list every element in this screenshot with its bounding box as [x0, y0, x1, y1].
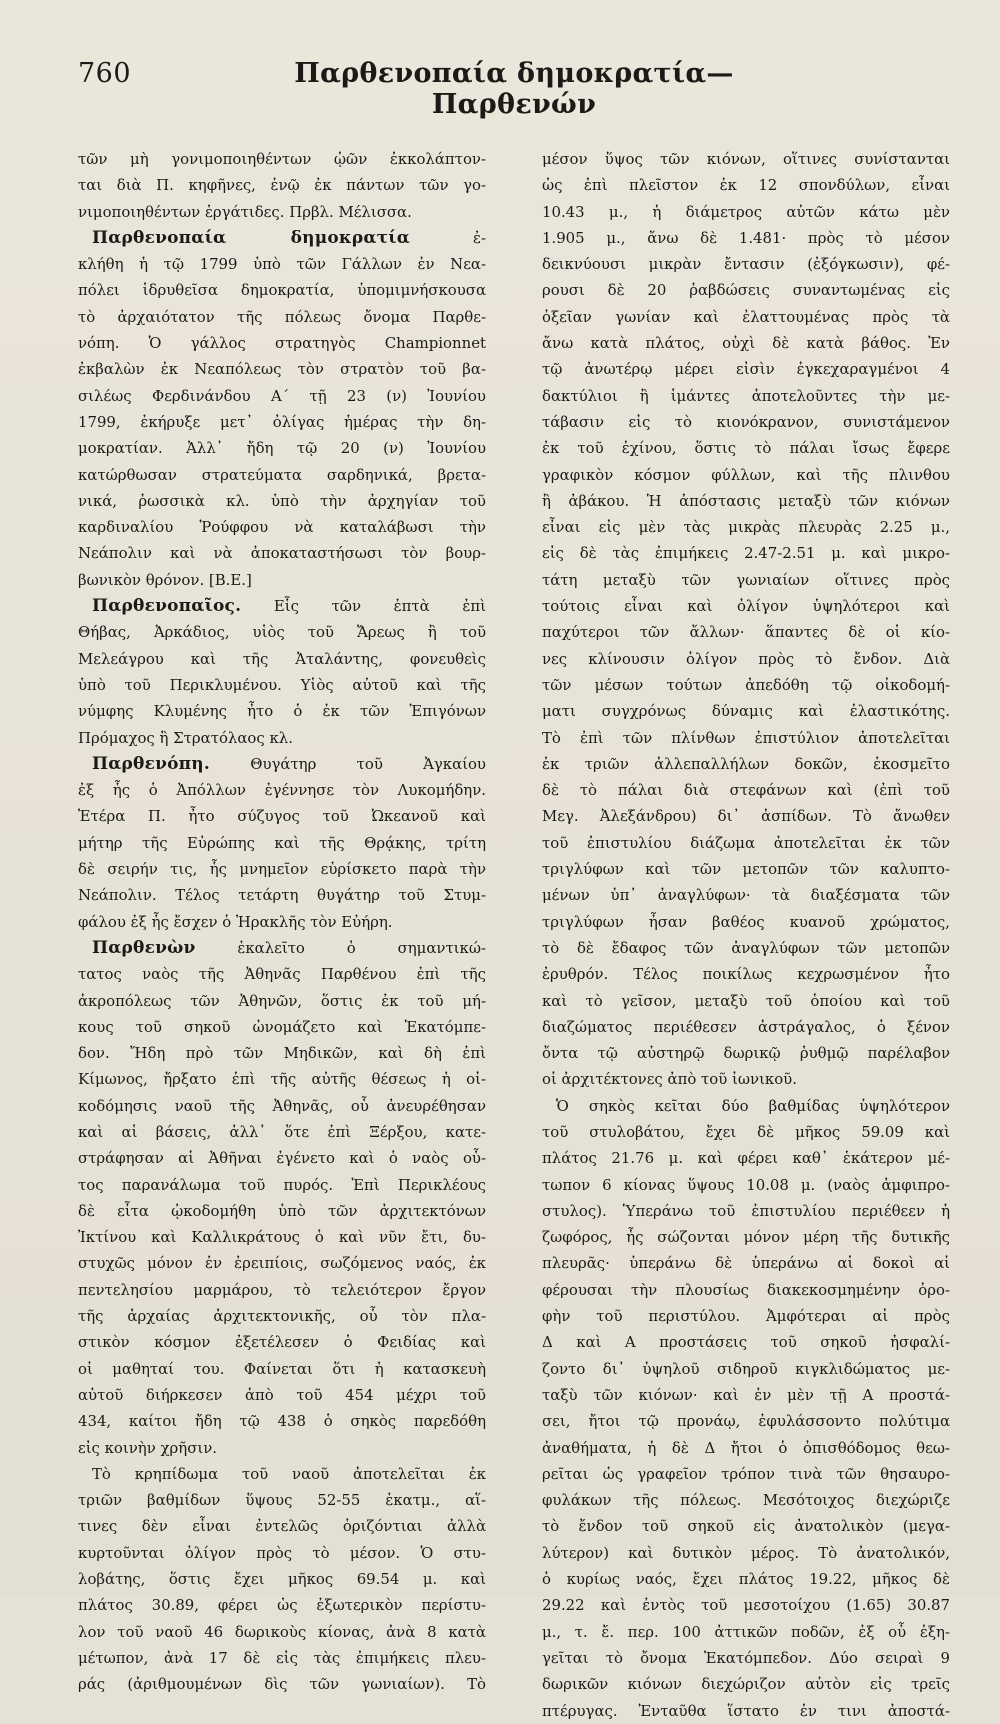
text-line — [542, 462, 950, 488]
text-line — [78, 567, 486, 593]
line-text: ἀναθήματα, ἡ δὲ Δ ἤτοι ὁ ὀπισθόδομος θεω- — [542, 1438, 950, 1457]
text-line — [542, 1487, 950, 1513]
text-line — [78, 725, 486, 751]
line-text: δον. Ἤδη πρὸ τῶν Μηδικῶν, καὶ δὴ ἐπὶ — [78, 1044, 486, 1063]
line-text: γεῖται τὸ ὄνομα Ἑκατόμπεδον. Δύο σειραὶ 9 — [542, 1648, 950, 1667]
line-text: μέσον ὕψος τῶν κιόνων, οἵτινες συνίστανται — [542, 150, 950, 168]
text-line — [542, 1250, 950, 1276]
line-text: νιμοποιηθέντων ἐργάτιδες. Πρβλ. Μέλισσα. — [78, 202, 412, 221]
line-text: στικὸν κόσμον ἐξετέλεσεν ὁ Φειδίας καὶ — [78, 1333, 486, 1352]
entry-headword: Παρθενόπη. — [92, 753, 210, 774]
text-line — [78, 172, 486, 198]
line-text: Μελεάγρου καὶ τῆς Ἀταλάντης, φονευθεὶς — [78, 649, 486, 668]
line-text: τῶν μὴ γονιμοποιηθέντων ᾠῶν ἐκκολάπτον- — [78, 150, 486, 168]
line-text: ράς (ἀριθμουμένων δὶς τῶν γωνιαίων). Τὸ — [78, 1675, 486, 1694]
line-text: τριγλύφων ἦσαν βαθέος κυανοῦ χρώματος, — [542, 912, 950, 931]
text-line — [78, 1303, 486, 1329]
line-text: φάλου ἐξ ἧς ἔσχεν ὁ Ἡρακλῆς τὸν Εὐήρη. — [78, 912, 393, 931]
text-line — [542, 304, 950, 330]
entry-heading-line — [78, 225, 486, 251]
line-text: οἱ ἀρχιτέκτονες ἀπὸ τοῦ ἰωνικοῦ. — [542, 1070, 797, 1089]
line-text: Εἷς τῶν ἑπτὰ ἐπὶ — [241, 597, 486, 616]
line-text: στυλος). Ὑπεράνω τοῦ ἐπιστυλίου περιέθεεν ἡ — [542, 1201, 950, 1220]
text-line — [78, 1119, 486, 1145]
line-text: Θήβας, Ἀρκάδιος, υἱὸς τοῦ Ἄρεως ἢ τοῦ — [78, 623, 486, 642]
line-text: ρεῖται ὡς γραφεῖον τρόπον τινὰ τῶν θησαυρο- — [542, 1464, 950, 1483]
line-text: ὡς ἐπὶ πλεῖστον ἐκ 12 σπονδύλων, εἶναι — [542, 176, 950, 195]
text-line — [78, 409, 486, 435]
line-text: μοκρατίαν. Ἀλλ᾽ ἤδη τῷ 20 (ν) Ἰουνίου — [78, 439, 486, 458]
text-line — [78, 1592, 486, 1618]
text-line — [78, 1093, 486, 1119]
line-text: Ἰκτίνου καὶ Καλλικράτους ὁ καὶ νῦν ἔτι, δυ- — [78, 1228, 486, 1247]
text-line — [542, 225, 950, 251]
text-line — [78, 803, 486, 829]
text-line — [78, 1513, 486, 1539]
text-line — [542, 1093, 950, 1119]
text-line — [542, 488, 950, 514]
text-line — [542, 1172, 950, 1198]
line-text: Ἑτέρα Π. ἦτο σύζυγος τοῦ Ὠκεανοῦ καὶ — [78, 807, 486, 826]
text-line — [78, 383, 486, 409]
line-text: μέτωπον, ἀνὰ 17 δὲ εἰς τὰς ἐπιμήκεις πλευ- — [78, 1648, 486, 1667]
left-column — [78, 146, 486, 1694]
text-line — [542, 1408, 950, 1434]
line-text: λύτερον) καὶ δυτικὸν μέρος. Τὸ ἀνατολικόν, — [542, 1543, 950, 1562]
line-text: τοῦ στυλοβάτου, ἔχει δὲ μῆκος 59.09 καὶ — [542, 1122, 950, 1141]
line-text: στράφησαν αἱ Ἀθῆναι ἐγένετο καὶ ὁ ναὸς οὗ- — [78, 1149, 486, 1168]
text-line — [542, 725, 950, 751]
text-line — [542, 1671, 950, 1697]
line-text: πλάτος 21.76 μ. καὶ φέρει καθ᾽ ἑκάτερον μέ- — [542, 1149, 950, 1168]
text-line — [542, 751, 950, 777]
line-text: ἐκ τριῶν ἀλλεπαλλήλων δοκῶν, ἐκοσμεῖτο — [542, 754, 950, 773]
line-text: τριγλύφων καὶ τῶν μετοπῶν τῶν καλυπτο- — [542, 860, 950, 879]
text-line — [78, 1619, 486, 1645]
text-line — [542, 988, 950, 1014]
line-text: νύμφης Κλυμένης ἦτο ὁ ἐκ τῶν Ἐπιγόνων — [78, 702, 486, 721]
text-line — [542, 672, 950, 698]
text-line — [542, 356, 950, 382]
line-text: λον τοῦ ναοῦ 46 δωρικοὺς κίονας, ἀνὰ 8 κατὰ — [78, 1622, 486, 1641]
text-line — [78, 1224, 486, 1250]
entry-headword: Παρθενοπαῖος. — [92, 596, 242, 617]
text-line — [78, 540, 486, 566]
line-text: ματι συγχρόνως δύναμις καὶ ἐλαστικότης. — [542, 702, 950, 721]
text-line — [542, 1435, 950, 1461]
line-text: πτέρυγας. Ἐνταῦθα ἵστατο ἐν τινι ἀποστά- — [542, 1701, 950, 1720]
page-number: 760 — [78, 58, 132, 89]
line-text: τάβασιν εἰς τὸ κιονόκρανον, συνιστάμενον — [542, 412, 950, 431]
line-text: τῷ ἀνωτέρῳ μέρει εἰσὶν ἐγκεχαραγμένοι 4 — [542, 360, 950, 379]
line-text: Τὸ κρηπίδωμα τοῦ ναοῦ ἀποτελεῖται ἐκ — [92, 1464, 486, 1483]
text-line — [78, 672, 486, 698]
line-text: εἶναι εἰς μὲν τὰς μικρὰς πλευρὰς 2.25 μ., — [542, 518, 950, 537]
text-line — [542, 1619, 950, 1645]
text-line — [78, 777, 486, 803]
line-text: ἐ- — [410, 228, 486, 247]
text-line — [78, 1066, 486, 1092]
text-line — [78, 1198, 486, 1224]
line-text: τατος ναὸς τῆς Ἀθηνᾶς Παρθένου ἐπὶ τῆς — [78, 965, 486, 984]
text-line — [78, 488, 486, 514]
line-text: μ., τ. ἔ. περ. 100 ἀττικῶν ποδῶν, ἐξ οὗ ἐξη- — [542, 1622, 950, 1641]
text-line — [78, 1172, 486, 1198]
text-columns — [78, 146, 950, 1720]
line-text: πλευρᾶς· ὑπεράνω δὲ ὑπεράνω αἱ δοκοὶ αἱ — [542, 1254, 950, 1273]
line-text: 29.22 καὶ ἐντὸς τοῦ μεσοτοίχου (1.65) 30.87 — [542, 1596, 950, 1615]
line-text: ζοντο δι᾽ ὑψηλοῦ σιδηροῦ κιγκλιδώματος με- — [542, 1359, 950, 1378]
text-line — [78, 1408, 486, 1434]
text-line — [78, 1250, 486, 1276]
text-line — [542, 1277, 950, 1303]
text-line — [542, 199, 950, 225]
line-text: Ὁ σηκὸς κεῖται δύο βαθμίδας ὑψηλότερον — [556, 1096, 950, 1115]
line-text: ἐκαλεῖτο ὁ σημαντικώ- — [195, 938, 486, 957]
text-line — [542, 1145, 950, 1171]
line-text: τὸ ἀρχαιότατον τῆς πόλεως ὄνομα Παρθε- — [78, 307, 486, 326]
line-text: μήτηρ τῆς Εὐρώπης καὶ τῆς Θρᾴκης, τρίτη — [78, 833, 486, 852]
text-line — [78, 909, 486, 935]
line-text: ἢ ἀβάκου. Ἡ ἀπόστασις μεταξὺ τῶν κιόνων — [542, 491, 950, 510]
text-line — [78, 251, 486, 277]
text-line — [542, 961, 950, 987]
line-text: κοδόμησις ναοῦ τῆς Ἀθηνᾶς, οὗ ἀνευρέθησαν — [78, 1096, 486, 1115]
text-line — [78, 1487, 486, 1513]
entry-headword: Παρθενὼν — [92, 937, 196, 958]
line-text: διαζώματος περιέθεσεν ἀστράγαλος, ὁ ξένον — [542, 1017, 950, 1036]
text-line — [78, 1014, 486, 1040]
line-text: κυρτοῦνται ὀλίγον πρὸς τὸ μέσον. Ὁ στυ- — [78, 1543, 486, 1562]
line-text: νικά, ῥωσσικὰ κλ. ὑπὸ τὴν ἀρχηγίαν τοῦ — [78, 491, 486, 510]
text-line — [78, 199, 486, 225]
text-line — [542, 540, 950, 566]
line-text: αὐτοῦ διήρκεσεν ἀπὸ τοῦ 454 μέχρι τοῦ — [78, 1385, 486, 1404]
line-text: δεικνύουσι μικρὰν ἔντασιν (ἐξόγκωσιν), φέ- — [542, 255, 950, 274]
line-text: ὑπὸ τοῦ Περικλυμένου. Υἱὸς αὐτοῦ καὶ τῆς — [78, 675, 486, 694]
text-line — [542, 593, 950, 619]
text-line — [542, 1040, 950, 1066]
text-line — [78, 1671, 486, 1697]
line-text: φέρουσαι τὴν πλουσίως διακεκοσμημένην ὀρο- — [542, 1280, 950, 1299]
line-text: ταξὺ τῶν κιόνων· καὶ ἐν μὲν τῇ Α προστά- — [542, 1385, 950, 1404]
running-head: Παρθενοπαία δημοκρατία—Παρθενών — [294, 58, 734, 120]
line-text: βωνικὸν θρόνον. [Β.Ε.] — [78, 570, 252, 589]
text-line — [542, 1119, 950, 1145]
text-line — [542, 251, 950, 277]
text-line — [78, 1356, 486, 1382]
text-line — [542, 567, 950, 593]
text-line — [78, 698, 486, 724]
line-text: καὶ τὸ γεῖσον, μεταξὺ τοῦ ὁποίου καὶ τοῦ — [542, 991, 950, 1010]
line-text: πόλει ἱδρυθεῖσα δημοκρατία, ὑπομιμνήσκουσα — [78, 281, 486, 300]
text-line — [542, 909, 950, 935]
text-line — [78, 1435, 486, 1461]
text-line — [542, 619, 950, 645]
page-header — [78, 58, 950, 120]
line-text: τοῦ ἐπιστυλίου διάζωμα ἀποτελεῖται ἐκ τῶν — [542, 833, 950, 852]
line-text: ὀξεῖαν γωνίαν καὶ ἐλαττουμένας πρὸς τὰ — [542, 307, 950, 326]
line-text: τάτη μεταξὺ τῶν γωνιαίων οἵτινες πρὸς — [542, 570, 950, 589]
line-text: φυλάκων τῆς πόλεως. Μεσότοιχος διεχώριζε — [542, 1491, 950, 1510]
line-text: δωρικῶν κιόνων διεχώριζον αὐτὸν εἰς τρεῖς — [542, 1675, 950, 1694]
text-line — [78, 1461, 486, 1487]
line-text: πλάτος 30.89, φέρει ὡς ἐξωτερικὸν περίστυ- — [78, 1596, 486, 1615]
line-text: ὄντα τῷ αὐστηρῷ δωρικῷ ῥυθμῷ παρέλαβον — [542, 1044, 950, 1063]
line-text: τωπον 6 κίονας ὕψους 10.08 μ. (ναὸς ἀμφιπρο- — [542, 1175, 950, 1194]
text-line — [78, 1382, 486, 1408]
text-line — [78, 330, 486, 356]
line-text: εἰς δὲ τὰς ἐπιμήκεις 2.47-2.51 μ. καὶ μικρο- — [542, 544, 950, 563]
text-line — [78, 356, 486, 382]
text-line — [78, 830, 486, 856]
line-text: σιλέως Φερδινάνδου Α΄ τῇ 23 (ν) Ἰουνίου — [78, 386, 486, 405]
line-text: Κίμωνος, ἤρξατο ἐπὶ τῆς αὐτῆς θέσεως ἡ οἰ- — [78, 1070, 486, 1089]
line-text: εἰς κοινὴν χρῆσιν. — [78, 1438, 217, 1457]
line-text: Νεάπολιν. Τέλος τετάρτη θυγάτηρ τοῦ Στυμ- — [78, 886, 486, 905]
text-line — [542, 277, 950, 303]
line-text: τούτοις εἶναι καὶ ὀλίγον ὑψηλότεροι καὶ — [542, 597, 950, 616]
text-line — [542, 935, 950, 961]
text-line — [542, 803, 950, 829]
text-line — [542, 1592, 950, 1618]
text-line — [78, 1277, 486, 1303]
text-line — [78, 1329, 486, 1355]
text-line — [78, 882, 486, 908]
line-text: Δ καὶ Α προστάσεις τοῦ σηκοῦ ἠσφαλί- — [542, 1333, 950, 1352]
text-line — [78, 1540, 486, 1566]
line-text: 434, καίτοι ἤδη τῷ 438 ὁ σηκὸς παρεδόθη — [78, 1412, 486, 1431]
text-line — [78, 146, 486, 172]
line-text: ται διὰ Π. κηφῆνες, ἐνῷ ἐκ πάντων τῶν γο- — [78, 176, 486, 195]
text-line — [78, 1645, 486, 1671]
line-text: τριῶν βαθμίδων ὕψους 52-55 ἑκατμ., αἵ- — [78, 1491, 486, 1510]
text-line — [542, 1382, 950, 1408]
text-line — [542, 1566, 950, 1592]
text-line — [78, 1566, 486, 1592]
line-text: Θυγάτηρ τοῦ Ἀγκαίου — [209, 754, 486, 773]
line-text: ἀκροπόλεως τῶν Ἀθηνῶν, ὅστις ἐκ τοῦ μή- — [78, 991, 486, 1010]
text-line — [542, 1198, 950, 1224]
line-text: στυχῶς μόνον ἐν ἐρειπίοις, σωζόμενος ναός, ἐκ — [78, 1254, 486, 1273]
line-text: οἱ μαθηταί του. Φαίνεται ὅτι ἡ κατασκευὴ — [78, 1359, 486, 1378]
text-line — [542, 1645, 950, 1671]
line-text: τὸ δὲ ἔδαφος τῶν ἀναγλύφων τῶν μετοπῶν — [542, 938, 950, 957]
text-line — [78, 988, 486, 1014]
line-text: ἄνω κατὰ πλάτος, οὐχὶ δὲ κατὰ βάθος. Ἐν — [542, 334, 950, 353]
line-text: Νεάπολιν καὶ νὰ ἀποκαταστήσωσι τὸν βουρ- — [78, 544, 486, 563]
line-text: 10.43 μ., ἡ διάμετρος αὐτῶν κάτω μὲν — [542, 202, 950, 221]
text-line — [542, 830, 950, 856]
line-text: πεντελησίου μαρμάρου, τὸ τελειότερον ἔργον — [78, 1280, 486, 1299]
line-text: ἐκβαλὼν ἐκ Νεαπόλεως τὸν στρατὸν τοῦ βα- — [78, 360, 486, 379]
line-text: δακτύλιοι ἢ ἱμάντες ἀποτελοῦντες τὴν με- — [542, 386, 950, 405]
line-text: ὁ κυρίως ναός, ἔχει πλάτος 19.22, μῆκος δὲ — [542, 1570, 950, 1589]
line-text: κους τοῦ σηκοῦ ὠνομάζετο καὶ Ἑκατόμπε- — [78, 1017, 486, 1036]
text-line — [78, 619, 486, 645]
text-line — [78, 646, 486, 672]
text-line — [542, 1461, 950, 1487]
line-text: δὲ εἶτα ᾠκοδομήθη ὑπὸ τῶν ἀρχιτεκτόνων — [78, 1201, 486, 1220]
text-line — [542, 514, 950, 540]
text-line — [78, 277, 486, 303]
text-line — [78, 514, 486, 540]
line-text: Τὸ ἐπὶ τῶν πλίνθων ἐπιστύλιον ἀποτελεῖται — [542, 728, 950, 747]
line-text: ἐρυθρόν. Τέλος ποικίλως κεχρωσμένον ἦτο — [542, 965, 950, 984]
text-line — [542, 1329, 950, 1355]
text-line — [78, 462, 486, 488]
line-text: τῆς ἀρχαίας ἀρχιτεκτονικῆς, οὗ τὸν πλα- — [78, 1307, 486, 1326]
line-text: ρουσι δὲ 20 ῥαβδώσεις συναντωμένας εἰς — [542, 281, 950, 300]
line-text: καρδιναλίου Ῥούφφου νὰ καταλάβωσι τὴν — [78, 518, 486, 537]
line-text: νες κλίνουσιν ὀλίγον πρὸς τὸ ἔνδον. Διὰ — [542, 649, 950, 668]
text-line — [542, 1303, 950, 1329]
line-text: δὲ τὸ πάλαι διὰ στεφάνων καὶ (ἐπὶ τοῦ — [542, 781, 950, 800]
text-line — [542, 698, 950, 724]
text-line — [78, 856, 486, 882]
text-line — [542, 1698, 950, 1724]
line-text: καὶ αἱ βάσεις, ἀλλ᾽ ὅτε ἐπὶ Ξέρξου, κατε- — [78, 1122, 486, 1141]
line-text: ἐξ ἧς ὁ Ἀπόλλων ἐγέννησε τὸν Λυκομήδην. — [78, 781, 486, 800]
text-line — [542, 1014, 950, 1040]
entry-heading-line — [78, 593, 486, 619]
line-text: 1.905 μ., ἄνω δὲ 1.481· πρὸς τὸ μέσον — [542, 228, 950, 247]
text-line — [542, 1540, 950, 1566]
text-line — [542, 856, 950, 882]
line-text: τος παρανάλωμα τοῦ πυρός. Ἐπὶ Περικλέους — [78, 1175, 486, 1194]
line-text: λοβάτης, ὅστις ἔχει μῆκος 69.54 μ. καὶ — [78, 1570, 486, 1589]
text-line — [542, 330, 950, 356]
text-line — [78, 961, 486, 987]
text-line — [78, 1145, 486, 1171]
line-text: ἐκ τοῦ ἐχίνου, ὅστις τὸ πάλαι ἴσως ἔφερε — [542, 439, 950, 458]
line-text: Μεγ. Ἀλεξάνδρου) δι᾽ ἀσπίδων. Τὸ ἄνωθεν — [542, 807, 950, 826]
text-line — [542, 172, 950, 198]
text-line — [78, 435, 486, 461]
line-text: σει, ἤτοι τῷ προνάῳ, ἐφυλάσσοντο πολύτιμα — [542, 1412, 950, 1431]
right-column — [542, 146, 950, 1720]
text-line — [542, 409, 950, 435]
line-text: Πρόμαχος ἢ Στρατόλαος κλ. — [78, 728, 293, 747]
line-text: τῶν μέσων τούτων ἀπεδόθη τῷ οἰκοδομή- — [542, 675, 950, 694]
text-line — [542, 383, 950, 409]
text-line — [542, 646, 950, 672]
line-text: νόπη. Ὁ γάλλος στρατηγὸς Championnet — [78, 334, 486, 353]
line-text: γραφικὸν κόσμον φύλλων, καὶ τῆς πλινθου — [542, 465, 950, 484]
line-text: κλήθη ἡ τῷ 1799 ὑπὸ τῶν Γάλλων ἐν Νεα- — [78, 255, 486, 274]
line-text: τὸ ἔνδον τοῦ σηκοῦ εἰς ἀνατολικὸν (μεγα- — [542, 1517, 950, 1536]
text-line — [542, 1224, 950, 1250]
line-text: ζωφόρος, ἧς σώζονται μόνον μέρη τῆς δυτικῆς — [542, 1228, 950, 1247]
text-line — [542, 1356, 950, 1382]
text-line — [542, 882, 950, 908]
text-line — [542, 146, 950, 172]
entry-heading-line — [78, 751, 486, 777]
line-text: 1799, ἐκήρυξε μετ᾽ ὀλίγας ἡμέρας τὴν δη- — [78, 412, 486, 431]
line-text: δὲ σειρήν τις, ἧς μνημεῖον εὑρίσκετο παρὰ τὴν — [78, 860, 486, 879]
line-text: τινες δὲν εἶναι ἐντελῶς ὁριζόντιαι ἀλλὰ — [78, 1517, 486, 1536]
text-line — [542, 1066, 950, 1092]
line-text: μένων ὑπ᾽ ἀναγλύφων· τὰ διαξέσματα τῶν — [542, 886, 950, 905]
text-line — [542, 1513, 950, 1539]
text-line — [542, 435, 950, 461]
line-text: κατώρθωσαν στρατεύματα σαρδηνικά, βρετα- — [78, 465, 486, 484]
entry-heading-line — [78, 935, 486, 961]
text-line — [542, 777, 950, 803]
text-line — [78, 304, 486, 330]
entry-headword: Παρθενοπαία δημοκρατία — [92, 227, 410, 248]
text-line — [78, 1040, 486, 1066]
line-text: παχύτεροι τῶν ἄλλων· ἅπαντες δὲ οἱ κίο- — [542, 623, 950, 642]
line-text: φὴν τοῦ περιστύλου. Ἀμφότεραι αἱ πρὸς — [542, 1307, 950, 1326]
